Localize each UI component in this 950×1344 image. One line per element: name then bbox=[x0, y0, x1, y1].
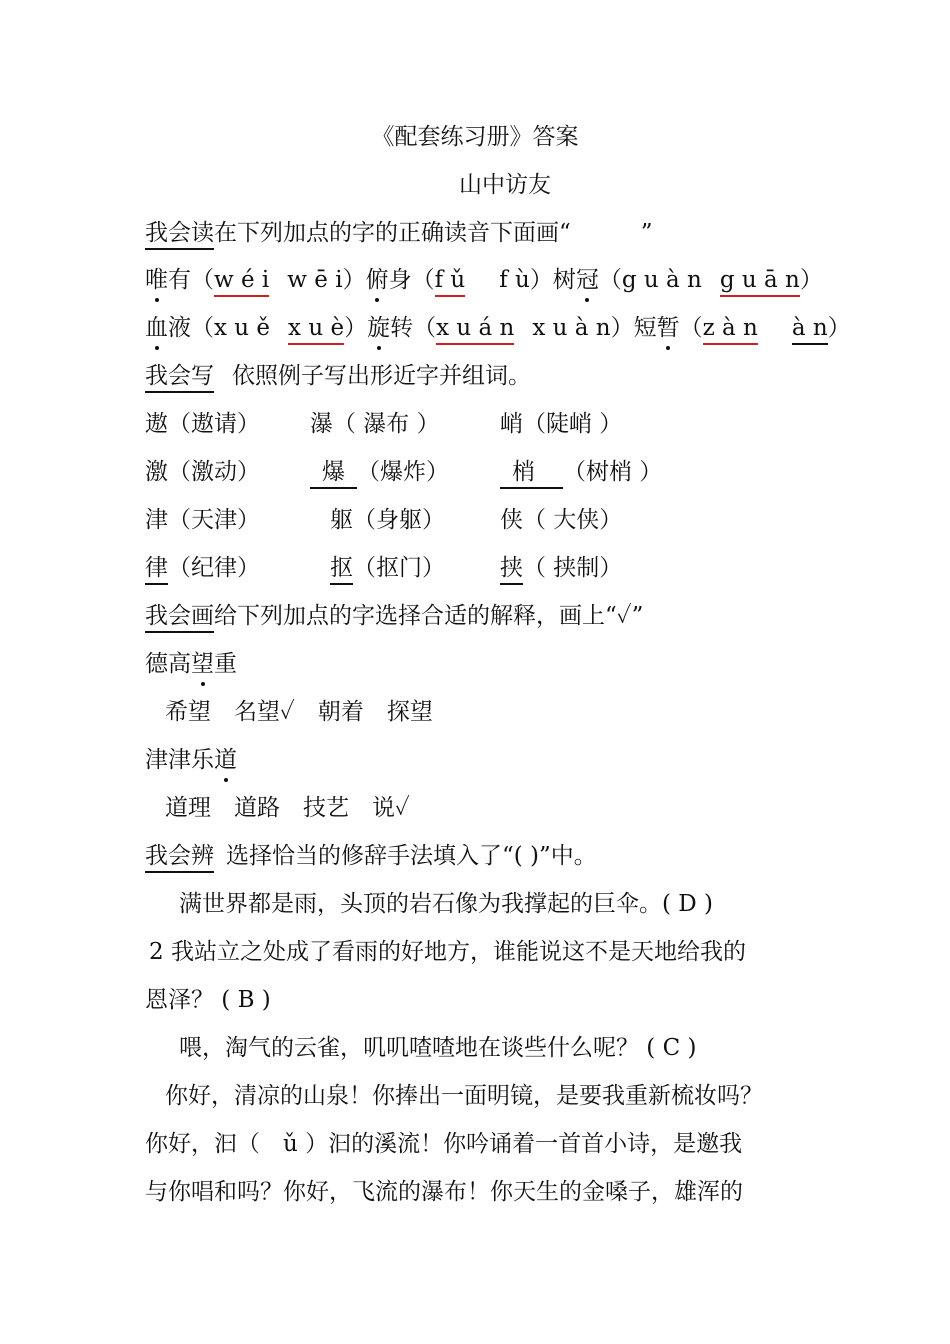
write-cell: 激（激动） bbox=[145, 459, 260, 485]
write-word: （抠门） bbox=[353, 555, 445, 581]
identify-line-2: 2 我站立之处成了看雨的好地方，谁能说这不是天地给我的 bbox=[149, 939, 746, 965]
pinyin-correct: x u è bbox=[288, 315, 344, 345]
write-cell: 峭（陡峭 ） bbox=[500, 411, 623, 437]
write-char: 梢 bbox=[500, 459, 563, 489]
pinyin-option: x u à n bbox=[532, 315, 611, 341]
section-read-instruction-end: ” bbox=[640, 220, 653, 246]
document-title: 《配套练习册》答案 bbox=[371, 124, 579, 150]
identify-line-6: 你好，汩（ ǔ ）汩的溪流！你吟诵着一首首小诗，是邀我 bbox=[145, 1131, 743, 1157]
pinyin-option: g u à n bbox=[621, 267, 702, 293]
draw-question-2 bbox=[145, 745, 237, 775]
paren: （ bbox=[191, 315, 214, 341]
dotted-char: 暂 bbox=[656, 315, 680, 341]
write-char: 挟 bbox=[500, 555, 523, 585]
write-cell: 遨（遨请） bbox=[145, 411, 260, 437]
write-cell bbox=[500, 457, 662, 487]
pinyin-correct: z à n bbox=[703, 315, 758, 345]
pinyin-correct: g u ā n bbox=[720, 267, 800, 297]
write-cell bbox=[310, 457, 500, 487]
draw-options-2: 道理 道路 技艺 说✓ bbox=[165, 795, 410, 821]
write-cell bbox=[145, 553, 310, 583]
lesson-title: 山中访友 bbox=[459, 172, 551, 198]
section-write-heading: 我会写 bbox=[145, 363, 214, 393]
draw-options-1: 希望 名望✓ 朝着 探望 bbox=[165, 699, 433, 725]
pinyin-correct: w é i bbox=[214, 267, 269, 297]
section-write-line bbox=[145, 361, 531, 391]
dotted-char: 唯 bbox=[145, 267, 168, 293]
paren: ） bbox=[529, 267, 553, 293]
identify-line-4: 喂，淘气的云雀，叽叽喳喳地在谈些什么呢？ ( C ) bbox=[179, 1035, 697, 1061]
dotted-char: 血 bbox=[145, 315, 168, 341]
word-char: 液 bbox=[168, 315, 191, 341]
paren: ） bbox=[827, 315, 851, 341]
pinyin-option: w ē i bbox=[287, 267, 343, 293]
word-char: 转 bbox=[390, 315, 414, 341]
word-char: 有 bbox=[168, 267, 191, 293]
write-word: （ 挟制） bbox=[523, 555, 623, 581]
write-char: 律 bbox=[145, 555, 168, 585]
pinyin-correct: x u á n bbox=[436, 315, 514, 345]
section-identify-heading: 我会辨 bbox=[145, 843, 214, 873]
section-identify-line bbox=[145, 841, 597, 871]
identify-line-7: 与你唱和吗？你好，飞流的瀑布！你天生的金嗓子，雄浑的 bbox=[145, 1179, 743, 1205]
dotted-char: 望 bbox=[191, 651, 214, 677]
paren: （ bbox=[413, 315, 437, 341]
word-char: 身 bbox=[388, 267, 412, 293]
section-read-heading: 我会读 bbox=[145, 220, 214, 250]
write-cell bbox=[310, 553, 500, 583]
section-write-instruction: 依照例子写出形近字并组词。 bbox=[232, 363, 531, 389]
phrase-text: 德高 bbox=[145, 651, 191, 677]
section-draw-instruction: 给下列加点的字选择合适的解释，画上“✓” bbox=[214, 603, 644, 629]
pinyin-option: x u ě bbox=[214, 315, 271, 341]
identify-line-1: 满世界都是雨，头顶的岩石像为我撑起的巨伞。( D ) bbox=[179, 891, 714, 917]
paren: （ bbox=[679, 315, 703, 341]
paren: ） bbox=[344, 315, 368, 341]
identify-line-5: 你好，清凉的山泉！你捧出一面明镜，是要我重新梳妆吗？ bbox=[165, 1083, 763, 1109]
word-char: 短 bbox=[633, 315, 657, 341]
write-row-2 bbox=[145, 457, 662, 487]
pinyin-option: f ù bbox=[499, 267, 530, 293]
section-read-instruction: 在下列加点的字的正确读音下面画“ bbox=[214, 220, 571, 246]
write-cell: 津（天津） bbox=[145, 507, 260, 533]
word-char: 树 bbox=[552, 267, 576, 293]
write-word: （纪律） bbox=[168, 555, 260, 581]
paren: ） bbox=[342, 267, 366, 293]
section-draw-heading: 我会画 bbox=[145, 603, 214, 633]
section-identify-instruction: 选择恰当的修辞手法填入了“( )”中。 bbox=[226, 843, 597, 869]
pinyin-correct: f ǔ bbox=[435, 267, 466, 297]
identify-line-3: 恩泽？ ( B ) bbox=[145, 987, 271, 1013]
dotted-char: 旋 bbox=[367, 315, 391, 341]
paren: （ bbox=[191, 267, 214, 293]
write-row-1 bbox=[145, 409, 622, 439]
dotted-char: 道 bbox=[214, 747, 237, 773]
write-char: 爆 bbox=[310, 459, 357, 489]
write-char: 抠 bbox=[330, 555, 353, 585]
phrase-text: 重 bbox=[214, 651, 237, 677]
read-row-1 bbox=[145, 265, 823, 295]
write-cell: 躯（身躯） bbox=[330, 507, 445, 533]
dotted-char: 冠 bbox=[575, 267, 599, 293]
phrase-text: 津津乐 bbox=[145, 747, 214, 773]
write-cell: 侠（ 大侠） bbox=[500, 507, 623, 533]
write-word: （树梢 ） bbox=[563, 459, 663, 485]
dotted-char: 俯 bbox=[365, 267, 389, 293]
write-word: （爆炸） bbox=[357, 459, 449, 485]
paren: ） bbox=[799, 267, 823, 293]
section-draw-line bbox=[145, 601, 643, 631]
paren: （ bbox=[411, 267, 435, 293]
section-read-line bbox=[145, 218, 653, 248]
read-row-2 bbox=[145, 313, 851, 343]
paren: ） bbox=[610, 315, 634, 341]
draw-question-1 bbox=[145, 649, 237, 679]
paren: （ bbox=[598, 267, 622, 293]
write-cell: 瀑（ 瀑布 ） bbox=[310, 411, 440, 437]
write-row-4 bbox=[145, 553, 622, 583]
write-row-3 bbox=[145, 505, 622, 535]
pinyin-option: à n bbox=[792, 315, 828, 345]
write-cell bbox=[500, 553, 622, 583]
